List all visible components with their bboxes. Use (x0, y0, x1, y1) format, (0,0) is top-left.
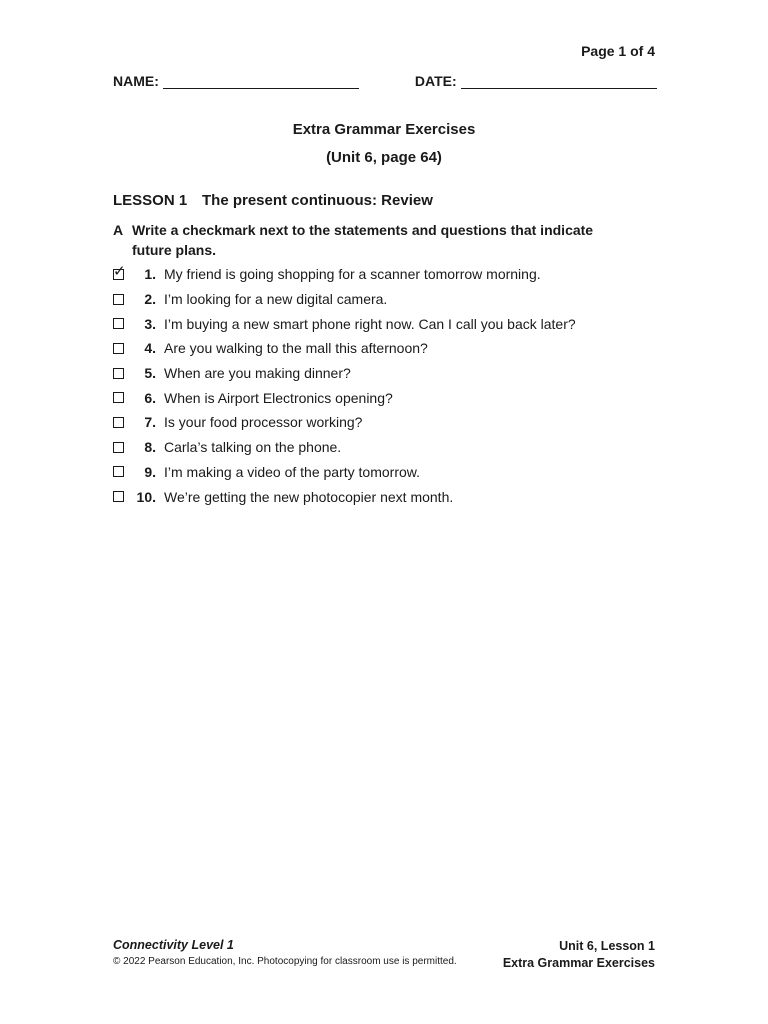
item-number: 1. (144, 266, 156, 283)
checkbox[interactable] (113, 318, 124, 329)
list-item (113, 435, 673, 460)
item-number: 7. (144, 414, 156, 431)
item-number: 8. (144, 439, 156, 456)
name-line[interactable] (163, 74, 359, 89)
lesson-number: LESSON 1 (113, 192, 188, 209)
list-item (113, 385, 673, 410)
item-number: 9. (144, 463, 156, 480)
item-number: 10. (136, 488, 156, 505)
date-field[interactable] (415, 73, 657, 89)
date-label: DATE: (414, 73, 457, 89)
item-number: 4. (144, 340, 156, 357)
checkbox[interactable] (113, 368, 124, 379)
item-text: I’m looking for a new digital camera. (164, 291, 388, 308)
item-text: Is your food processor working? (164, 414, 363, 431)
checkbox[interactable] (113, 294, 124, 305)
item-number: 2. (144, 291, 156, 308)
footer-section: Extra Grammar Exercises (502, 956, 655, 970)
checkbox[interactable] (113, 343, 124, 354)
list-item (113, 410, 673, 435)
list-item (113, 311, 673, 336)
lesson-title: The present continuous: Review (202, 192, 433, 209)
copyright: © 2022 Pearson Education, Inc. Photocopying for classroom use is permitted. (113, 956, 457, 967)
checkbox[interactable] (113, 491, 124, 502)
item-number: 5. (144, 365, 156, 382)
item-text: When are you making dinner? (164, 365, 351, 382)
checkmark-icon: ✓ (113, 261, 126, 280)
list-item (113, 287, 673, 312)
exercise-instruction (113, 220, 613, 260)
page-title: Extra Grammar Exercises (292, 121, 476, 138)
list-item (113, 336, 673, 361)
checkbox[interactable] (113, 261, 126, 280)
name-date-row (113, 73, 655, 89)
item-text: I’m making a video of the party tomorrow. (164, 463, 420, 480)
list-item (113, 361, 673, 386)
item-text: My friend is going shopping for a scanner tomorrow morning. (164, 266, 541, 283)
item-text: Carla’s talking on the phone. (164, 439, 342, 456)
list-item (113, 460, 673, 485)
checkbox[interactable] (113, 466, 124, 477)
lesson-heading (113, 192, 433, 209)
checkbox[interactable] (113, 417, 124, 428)
checkbox[interactable] (113, 392, 124, 403)
item-number: 3. (144, 315, 156, 332)
page-number: Page 1 of 4 (581, 43, 655, 59)
name-field[interactable] (113, 73, 359, 89)
item-text: We’re getting the new photocopier next month. (164, 488, 454, 505)
footer-right (503, 938, 655, 972)
exercise-list (113, 262, 673, 509)
instruction-text: Write a checkmark next to the statements and questions that indicate future plans. (132, 222, 594, 258)
exercise-letter: A (113, 222, 124, 238)
item-text: When is Airport Electronics opening? (164, 389, 393, 406)
date-line[interactable] (461, 74, 657, 89)
list-item (113, 262, 673, 287)
checkbox[interactable] (113, 442, 124, 453)
item-text: I’m buying a new smart phone right now. Can I call you back later? (164, 315, 576, 332)
course-name: Connectivity Level 1 (113, 938, 234, 952)
item-text: Are you walking to the mall this afternoon? (164, 340, 428, 357)
unit-lesson: Unit 6, Lesson 1 (559, 939, 655, 953)
name-label: NAME: (113, 73, 159, 89)
page-subtitle: (Unit 6, page 64) (326, 149, 442, 166)
item-number: 6. (144, 389, 156, 406)
list-item (113, 484, 673, 509)
footer-left (113, 938, 457, 967)
